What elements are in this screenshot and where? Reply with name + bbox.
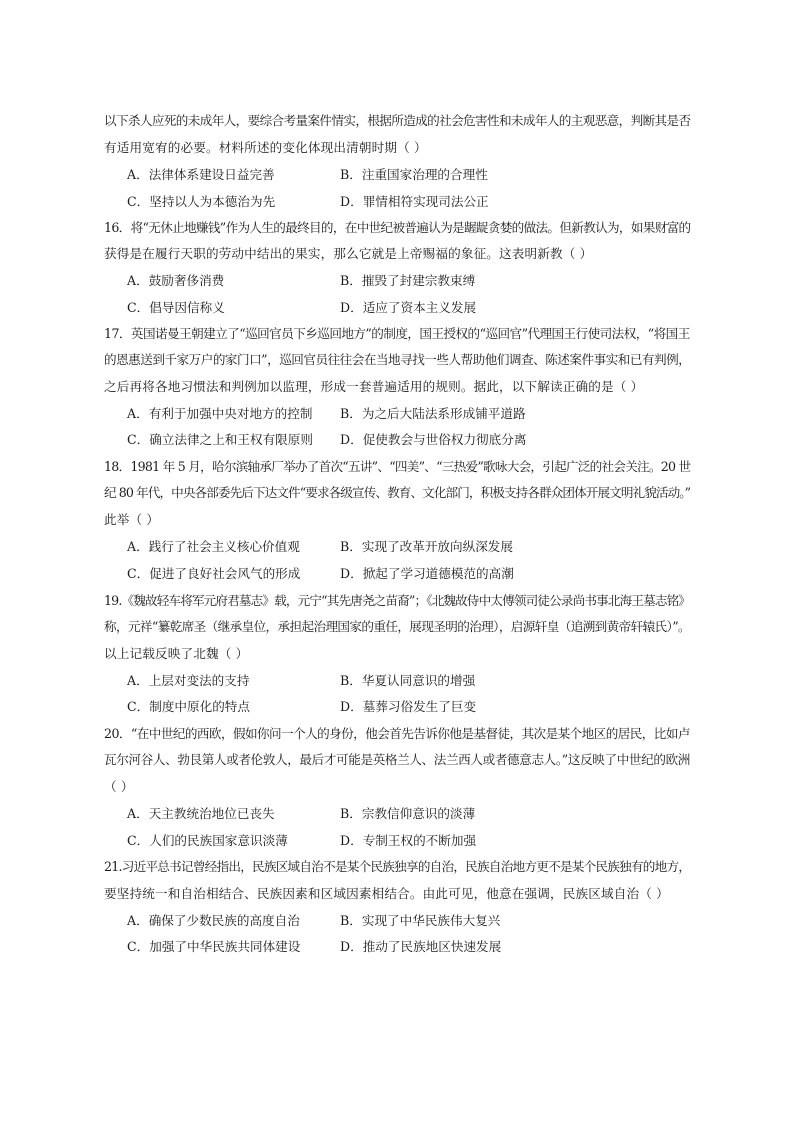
q18-option-d[interactable]: D．掀起了学习道德模范的高潮 [340, 566, 514, 581]
q19-option-a[interactable]: A．上层对变法的支持 [127, 673, 250, 688]
q16-option-a[interactable]: A．鼓励奢侈消费 [127, 273, 225, 288]
q18-option-c[interactable]: C．促进了良好社会风气的形成 [127, 566, 301, 581]
q15-option-b[interactable]: B．注重国家治理的合理性 [340, 167, 488, 182]
q19-stem-line-3: 以上记载反映了北魏（ ） [104, 646, 249, 661]
q21-option-b[interactable]: B．实现了中华民族伟大复兴 [340, 913, 501, 928]
q15-option-a[interactable]: A．法律体系建设日益完善 [127, 167, 275, 182]
q15-option-c[interactable]: C．坚持以人为本德治为先 [127, 194, 276, 209]
q17-stem-line-2: 的恩惠送到千家万户的家门口”，巡回官员往往会在当地寻找一些人帮助他们调查、陈述案件事实和已有判例， [104, 352, 691, 367]
q21-option-d[interactable]: D．推动了民族地区快速发展 [340, 939, 502, 954]
q16-option-c[interactable]: C．倡导因信称义 [127, 300, 225, 315]
q16-stem-line-1: 16．将“无休止地赚钱”作为人生的最终目的，在中世纪被普遍认为是龌龊贪婪的做法。但新教认为，如果财富的 [104, 220, 691, 235]
q20-option-b[interactable]: B．宗教信仰意识的淡薄 [340, 806, 476, 821]
q19-option-c[interactable]: C．制度中原化的特点 [127, 699, 250, 714]
q15-stem-line-1: 以下杀人应死的未成年人，要综合考量案件情实，根据所造成的社会危害性和未成年人的主观恶意，判断其是否 [104, 113, 691, 128]
q19-option-b[interactable]: B．华夏认同意识的增强 [340, 673, 476, 688]
q17-stem-line-3: 之后再将各地习惯法和判例加以监理，形成一套普遍适用的规则。据此，以下解读正确的是（ ） [104, 379, 644, 394]
q16-option-b[interactable]: B．摧毁了封建宗教束缚 [340, 273, 476, 288]
q19-stem-line-1: 19.《魏故轻车将军元府君墓志》载，元宁“其先唐尧之苗裔”；《北魏故侍中太傅领司徒公录尚书事北海王墓志铭》 [104, 593, 691, 608]
q18-option-a[interactable]: A．践行了社会主义核心价值观 [127, 539, 300, 554]
q21-option-a[interactable]: A．确保了少数民族的高度自治 [127, 913, 300, 928]
q16-option-d[interactable]: D．适应了资本主义发展 [340, 300, 477, 315]
q20-option-c[interactable]: C．人们的民族国家意识淡薄 [127, 833, 288, 848]
q20-stem-line-2: 瓦尔河谷人、勃艮第人或者伦敦人，最后才可能是英格兰人、法兰西人或者德意志人。”这反映了中世纪的欧洲 [104, 752, 690, 767]
q19-stem-line-2: 称，元祥“纂乾席圣（继承皇位，承担起治理国家的重任，展现圣明的治理），启源轩皇（追溯到黄帝轩辕氏）”。 [104, 619, 691, 634]
q20-stem-line-3: （ ） [104, 779, 134, 794]
q17-option-c[interactable]: C．确立法律之上和王权有限原则 [127, 432, 313, 447]
q21-stem-line-1: 21.习近平总书记曾经指出，民族区域自治不是某个民族独享的自治，民族自治地方更不是某个民族独有的地方， [104, 859, 691, 874]
q20-stem-line-1: 20．“在中世纪的西欧，假如你问一个人的身份，他会首先告诉你他是基督徒，其次是某个地区的居民，比如卢 [104, 726, 690, 741]
q17-option-d[interactable]: D．促使教会与世俗权力彻底分离 [340, 432, 527, 447]
q18-option-b[interactable]: B．实现了改革开放向纵深发展 [340, 539, 513, 554]
q17-option-a[interactable]: A．有利于加强中央对地方的控制 [127, 406, 313, 421]
q16-stem-line-2: 获得是在履行天职的劳动中结出的果实，那么它就是上帝赐福的象征。这表明新教（ ） [104, 246, 593, 261]
q17-option-b[interactable]: B．为之后大陆法系形成铺平道路 [340, 406, 526, 421]
q20-option-d[interactable]: D．专制王权的不断加强 [340, 833, 477, 848]
q18-stem-line-3: 此举（ ） [104, 512, 160, 527]
q18-stem-line-2: 纪 80 年代，中央各部委先后下达文件“要求各级宣传、教育、文化部门，积极支持各群众团体开展文明礼貌活动。” [104, 485, 691, 500]
q21-stem-line-2: 要坚持统一和自治相结合、民族因素和区域因素相结合。由此可见，他意在强调，民族区域自治（ ） [104, 886, 669, 901]
q21-option-c[interactable]: C．加强了中华民族共同体建设 [127, 939, 301, 954]
q19-option-d[interactable]: D．墓葬习俗发生了巨变 [340, 699, 477, 714]
q18-stem-line-1: 18．1981 年 5 月，哈尔滨轴承厂举办了首次“五讲”、“四美”、“三热爱”歌咏大会，引起广泛的社会关注。20 世 [104, 459, 691, 474]
q20-option-a[interactable]: A．天主教统治地位已丧失 [127, 806, 275, 821]
q15-option-d[interactable]: D．罪情相符实现司法公正 [340, 194, 489, 209]
q15-stem-line-2: 有适用宽宥的必要。材料所述的变化体现出清朝时期（ ） [104, 140, 427, 155]
q17-stem-line-1: 17．英国诺曼王朝建立了“巡回官员下乡巡回地方”的制度，国王授权的“巡回官”代理国王行使司法权，“将国王 [104, 326, 690, 341]
